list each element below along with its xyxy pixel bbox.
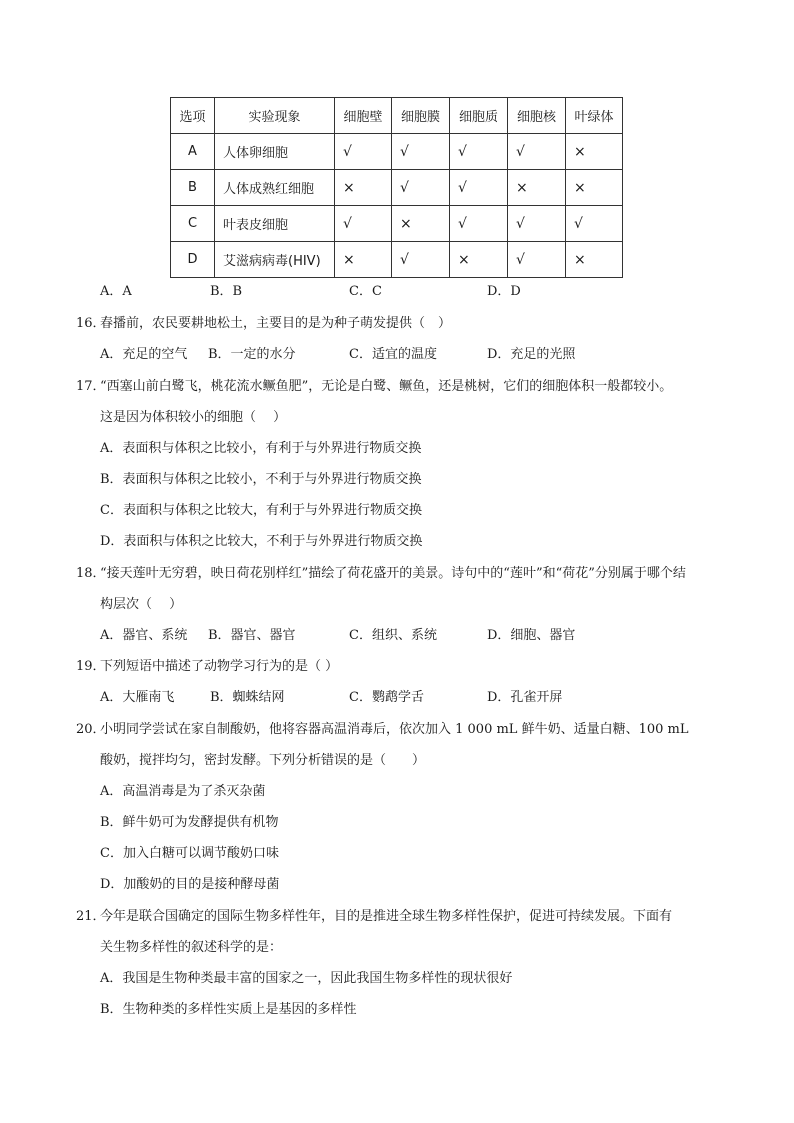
table-cell: C <box>171 206 215 242</box>
question-text: 关生物多样性的叙述科学的是： <box>100 940 283 955</box>
q18-option-d[interactable]: D．细胞、器官 <box>487 628 576 643</box>
question-number: 16． <box>76 316 106 331</box>
question-text: 下列短语中描述了动物学习行为的是（ ） <box>100 659 339 674</box>
table-cell: A <box>171 134 215 170</box>
q16-option-c[interactable]: C．适宜的温度 <box>349 347 437 362</box>
table-row <box>171 170 623 206</box>
question-text: 今年是联合国确定的国际生物多样性年，目的是推进全球生物多样性保护，促进可持续发展。下面有 <box>100 909 673 924</box>
table-cell: √ <box>450 170 508 206</box>
table-cell: × <box>392 206 450 242</box>
table-cell: √ <box>508 206 566 242</box>
q20-option-a[interactable]: A．高温消毒是为了杀灭杂菌 <box>100 784 266 799</box>
cell-structure-table <box>170 97 623 278</box>
table-cell: √ <box>335 134 392 170</box>
question-number: 20． <box>76 722 106 737</box>
table-cell: 叶表皮细胞 <box>215 206 335 242</box>
question-number: 21． <box>76 909 106 924</box>
table-cell: √ <box>392 170 450 206</box>
table-header: 细胞膜 <box>392 98 450 134</box>
q17-option-d[interactable]: D．表面积与体积之比较大，不利于与外界进行物质交换 <box>100 534 423 549</box>
q15-option-a[interactable]: A．A <box>100 284 132 299</box>
table-row <box>171 134 623 170</box>
q16-option-a[interactable]: A．充足的空气 <box>100 347 188 362</box>
table-cell: √ <box>335 206 392 242</box>
question-text: “西塞山前白鹭飞，桃花流水鳜鱼肥”，无论是白鹭、鳜鱼，还是桃树，它们的细胞体积一般都较小。 <box>100 379 673 394</box>
question-text: 春播前，农民要耕地松土，主要目的是为种子萌发提供（ ） <box>100 316 452 331</box>
q21-option-a[interactable]: A．我国是生物种类最丰富的国家之一，因此我国生物多样性的现状很好 <box>100 971 513 986</box>
table-cell: × <box>566 170 623 206</box>
table-header: 叶绿体 <box>566 98 623 134</box>
question-text: 这是因为体积较小的细胞（ ） <box>100 410 287 425</box>
table-cell: × <box>566 242 623 278</box>
question-text: 小明同学尝试在家自制酸奶，他将容器高温消毒后，依次加入 1 000 mL 鲜牛奶、适量白糖、100 mL <box>100 722 689 737</box>
question-number: 17． <box>76 379 106 394</box>
q18-option-c[interactable]: C．组织、系统 <box>349 628 437 643</box>
table-cell: 人体成熟红细胞 <box>215 170 335 206</box>
table-cell: × <box>508 170 566 206</box>
table-header: 选项 <box>171 98 215 134</box>
table-cell: √ <box>450 206 508 242</box>
q20-option-c[interactable]: C．加入白糖可以调节酸奶口味 <box>100 846 279 861</box>
table-header: 细胞壁 <box>335 98 392 134</box>
q18-option-b[interactable]: B．器官、器官 <box>208 628 296 643</box>
table-cell: √ <box>508 242 566 278</box>
table-cell: √ <box>392 242 450 278</box>
table-cell: D <box>171 242 215 278</box>
question-text: 构层次（ ） <box>100 597 183 612</box>
table-cell: 人体卵细胞 <box>215 134 335 170</box>
table-cell: 艾滋病病毒(HIV) <box>215 242 335 278</box>
q20-option-d[interactable]: D．加酸奶的目的是接种酵母菌 <box>100 877 280 892</box>
q15-option-c[interactable]: C．C <box>349 284 382 299</box>
table-header-row <box>171 98 623 134</box>
q18-option-a[interactable]: A．器官、系统 <box>100 628 188 643</box>
table-cell: × <box>335 242 392 278</box>
table-cell: √ <box>566 206 623 242</box>
q16-option-b[interactable]: B．一定的水分 <box>208 347 296 362</box>
table-cell: B <box>171 170 215 206</box>
q17-option-a[interactable]: A．表面积与体积之比较小，有利于与外界进行物质交换 <box>100 441 422 456</box>
q19-option-d[interactable]: D．孔雀开屏 <box>487 690 563 705</box>
question-number: 19． <box>76 659 106 674</box>
table-header: 细胞质 <box>450 98 508 134</box>
question-number: 18． <box>76 566 106 581</box>
q19-option-b[interactable]: B．蜘蛛结网 <box>210 690 285 705</box>
question-text: 酸奶，搅拌均匀，密封发酵。下列分析错误的是（ ） <box>100 753 426 768</box>
q19-option-c[interactable]: C．鹦鹉学舌 <box>349 690 424 705</box>
question-text: “接天莲叶无穷碧，映日荷花别样红”描绘了荷花盛开的美景。诗句中的“莲叶”和“荷花”分别属于哪个结 <box>100 566 686 581</box>
q15-option-b[interactable]: B．B <box>210 284 243 299</box>
table-header: 细胞核 <box>508 98 566 134</box>
table-cell: √ <box>450 134 508 170</box>
q21-option-b[interactable]: B．生物种类的多样性实质上是基因的多样性 <box>100 1002 357 1017</box>
q17-option-b[interactable]: B．表面积与体积之比较小，不利于与外界进行物质交换 <box>100 472 422 487</box>
table-row <box>171 206 623 242</box>
table-cell: √ <box>392 134 450 170</box>
table-cell: × <box>566 134 623 170</box>
table-cell: √ <box>508 134 566 170</box>
q16-option-d[interactable]: D．充足的光照 <box>487 347 576 362</box>
q20-option-b[interactable]: B．鲜牛奶可为发酵提供有机物 <box>100 815 279 830</box>
q15-option-d[interactable]: D．D <box>487 284 521 299</box>
table-cell: × <box>450 242 508 278</box>
q17-option-c[interactable]: C．表面积与体积之比较大，有利于与外界进行物质交换 <box>100 503 422 518</box>
table-cell: × <box>335 170 392 206</box>
table-header: 实验现象 <box>215 98 335 134</box>
q19-option-a[interactable]: A．大雁南飞 <box>100 690 175 705</box>
table-row <box>171 242 623 278</box>
